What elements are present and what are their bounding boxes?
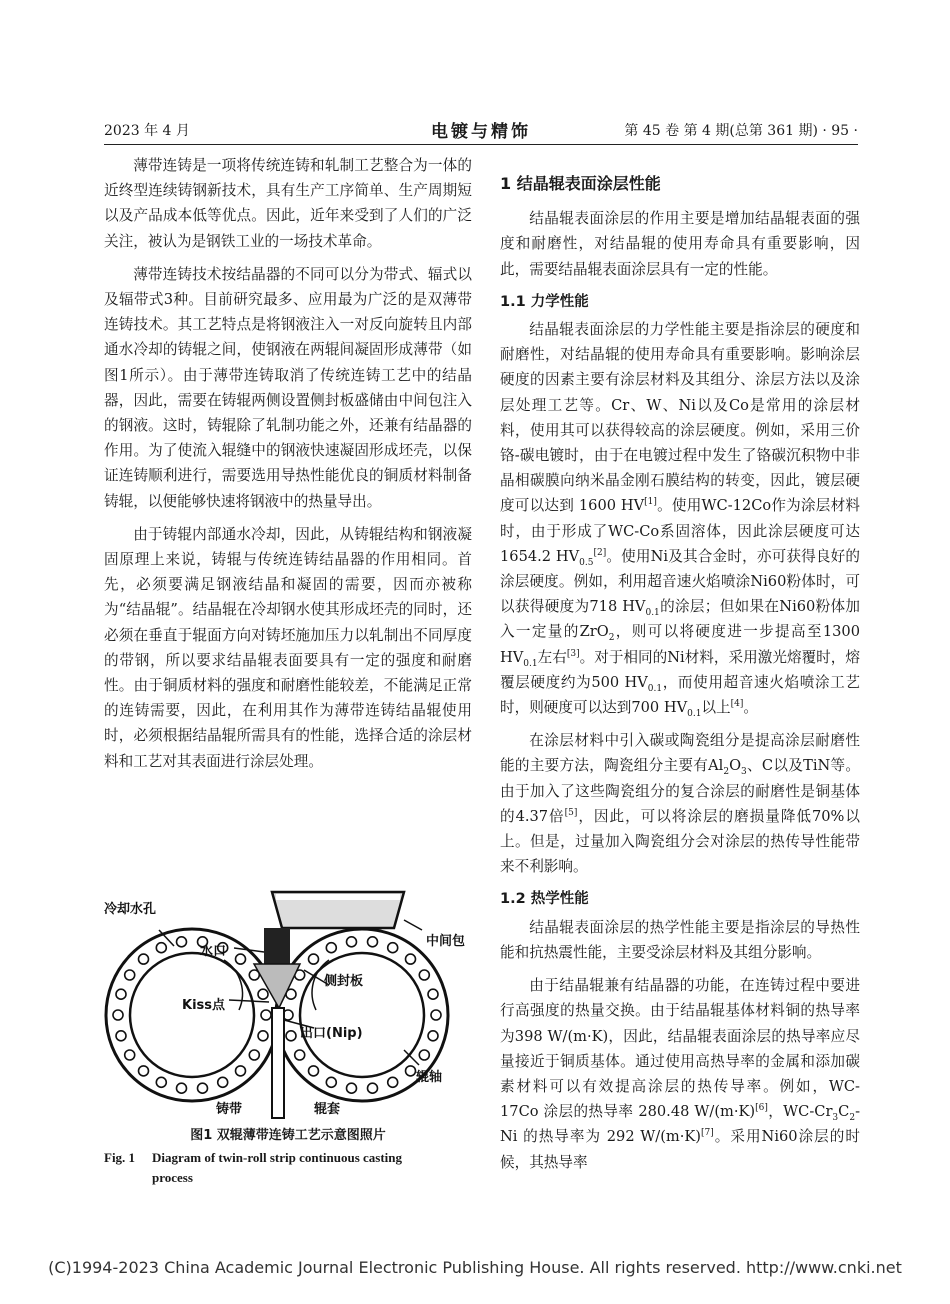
cooling-hole [177, 937, 187, 947]
cooling-hole [388, 1077, 398, 1087]
issue-date: 2023 年 4 月 [104, 123, 190, 139]
cooling-hole [236, 954, 246, 964]
figure-caption-en-line1: Diagram of twin-roll strip continuous casting [152, 1150, 403, 1165]
label-side-dam: 侧封板 [324, 974, 364, 989]
cooling-hole [428, 1031, 438, 1041]
label-tundish: 中间包 [426, 934, 466, 949]
cooling-hole [347, 1083, 357, 1093]
journal-title: 电镀与精饰 [431, 122, 531, 142]
label-cooling-hole: 冷却水孔 [104, 902, 157, 917]
cooling-hole [406, 954, 416, 964]
running-header [104, 116, 858, 145]
cooling-hole [139, 1066, 149, 1076]
cooling-hole [326, 1077, 336, 1087]
cooling-hole [113, 1010, 123, 1020]
paragraph: 在涂层材料中引入碳或陶瓷组分是提高涂层耐磨性能的主要方法，陶瓷组分主要有$Al_2O_3$、C以及TiN等。由于加入了这些陶瓷组分的复合涂层的耐磨性是铜基体的4.37倍[5]，因此，可以将涂层的磨损量降低70%以上。但是，过量加入陶瓷组分会对涂层的热传导性能带来不利影响。 [500, 732, 860, 876]
cooling-hole [428, 989, 438, 999]
cooling-hole [388, 943, 398, 953]
cooling-hole [419, 1050, 429, 1060]
cooling-hole [431, 1010, 441, 1020]
left-column [104, 153, 472, 782]
cooling-hole [258, 1031, 268, 1041]
cooling-hole [236, 1066, 246, 1076]
section-heading: 1 结晶辊表面涂层性能 [500, 174, 661, 193]
cooling-hole [249, 1050, 259, 1060]
issue-info: 第 45 卷 第 4 期(总第 361 期) · 95 · [624, 123, 858, 139]
label-nip: 出口(Nip) [300, 1026, 363, 1041]
label-kiss-point: Kiss点 [182, 998, 226, 1013]
paragraph: 结晶辊表面涂层的力学性能主要是指涂层的硬度和耐磨性，对结晶辊的使用寿命具有重要影响。影响涂层硬度的因素主要有涂层材料及其组分、涂层方法以及涂层处理工艺等。Cr、W、Ni以及Co是常用的涂层材料，使用其可以获得较高的涂层硬度。例如，采用三价铬-碳电镀时，由于在电镀过程中发生了铬碳沉积物中非晶相碳膜向纳米晶金刚石膜结构的转变，因此，镀层硬度可以达到 1600 HV[1]。使用WC-12Co作为涂层材料时，由于形成了WC-Co系固溶体，因此涂层硬度可达1654.2 $HV_{0.5}[2]$。使用Ni及其合金时，亦可获得良好的涂层硬度。例如，利用超音速火焰喷涂Ni60粉体时，可以获得硬度为718 $HV_{0.1}$的涂层；但如果在Ni60粉体加入一定量的ZrO$_2$，则可以将硬度进一步提高至1300 $HV_{0.1}$左右[3]。对于相同的Ni材料，采用激光熔覆时，熔覆层硬度约为500 $HV_{0.1}$，而使用超音速火焰喷涂工艺时，则硬度可以达到700 $HV_{0.1}$以上[4]。 [500, 321, 861, 719]
label-strip: 铸带 [216, 1102, 243, 1117]
label-roll-shaft: 辊轴 [416, 1070, 443, 1085]
paragraph: 由于结晶辊兼有结晶器的功能，在连铸过程中要进行高强度的热量交换。由于结晶辊基体材料铜的热导率为398 W/(m·K)，因此，结晶辊表面涂层的热导率应尽量接近于铜质基体。通过使用高热导率的金属和添加碳素材料可以有效提高涂层的热传导率。例如，WC-17Co 涂层的热导率 280.48 W/(m·K)[6]，$WC-Cr_3C_2-Ni$ 的热导率为 292 W/(m·K)[7]。采用Ni60涂层的时候，其热导率 [500, 977, 860, 1171]
label-roll-sleeve: 辊套 [314, 1102, 341, 1117]
copyright-footer: (C)1994-2023 China Academic Journal Electronic Publishing House. All rights reserved. http://www.cnki.net [48, 1258, 902, 1277]
label-nozzle: 水口 [200, 944, 227, 959]
paragraph: 薄带连铸技术按结晶器的不同可以分为带式、辐式以及辐带式3种。目前研究最多、应用最为广泛的是双薄带连铸技术。其工艺特点是将钢液注入一对反向旋转且内部通水冷却的铸辊之间，使钢液在两辊间凝固形成薄带（如图1所示）。由于薄带连铸取消了传统连铸工艺中的结晶器，因此，需要在铸辊两侧设置侧封板盛储由中间包注入的钢液。这时，铸辊除了轧制功能之外，还兼有结晶器的作用。为了使流入辊缝中的钢液快速凝固形成坯壳，以保证连铸顺利进行，需要选用导热性能优良的铜质材料制备铸辊，以便能够快速将钢液中的热量导出。 [104, 265, 472, 510]
cooling-hole [156, 1077, 166, 1087]
cooling-hole [309, 954, 319, 964]
cooling-hole [156, 943, 166, 953]
cooling-hole [125, 1050, 135, 1060]
cooling-hole [218, 1077, 228, 1087]
cooling-hole [261, 1010, 271, 1020]
twin-roll-casting-diagram [104, 890, 472, 1122]
cooling-hole [368, 1083, 378, 1093]
cooling-hole [125, 970, 135, 980]
figure-caption-zh: 图1 双辊薄带连铸工艺示意图照片 [190, 1128, 386, 1143]
cooling-hole [116, 989, 126, 999]
cooling-hole [309, 1066, 319, 1076]
cast-strip [272, 1008, 284, 1118]
cooling-hole [347, 937, 357, 947]
paragraph: 薄带连铸是一项将传统连铸和轧制工艺整合为一体的近终型连续铸钢新技术，具有生产工序简单、生产周期短以及产品成本低等优点。因此，近年来受到了人们的广泛关注，被认为是钢铁工业的一场技术革命。 [104, 157, 472, 250]
figure-caption-en-label: Fig. 1 [104, 1150, 136, 1165]
cooling-hole [116, 1031, 126, 1041]
subsection-heading: 1.2 热学性能 [500, 891, 589, 908]
cooling-hole [406, 1066, 416, 1076]
cooling-hole [139, 954, 149, 964]
right-column [500, 153, 860, 1183]
figure-caption-en [104, 1148, 472, 1188]
cooling-hole [419, 970, 429, 980]
cooling-hole [295, 1050, 305, 1060]
paragraph: 由于铸辊内部通水冷却，因此，从铸辊结构和钢液凝固原理上来说，铸辊与传统连铸结晶器的作用相同。首先，必须要满足钢液结晶和凝固的需要，因而亦被称为“结晶辊”。结晶辊在冷却钢水使其形成坯壳的同时，还必须在垂直于辊面方向对铸坯施加压力以轧制出不同厚度的带钢，所以要求结晶辊表面要具有一定的强度和耐磨性。由于铜质材料的强度和耐磨性能较差，不能满足正常的连铸需要，因此，在利用其作为薄带连铸结晶辊使用时，必须根据结晶辊所需具有的性能，选择合适的涂层材料和工艺对其表面进行涂层处理。 [104, 525, 472, 770]
cooling-hole [177, 1083, 187, 1093]
paragraph: 结晶辊表面涂层的热学性能主要是指涂层的导热性能和抗热震性能，主要受涂层材料及其组分影响。 [500, 918, 860, 961]
cooling-hole [198, 1083, 208, 1093]
cooling-hole [326, 943, 336, 953]
rotation-arrow-left [224, 960, 242, 1010]
cooling-hole [258, 989, 268, 999]
cooling-hole [286, 1031, 296, 1041]
paragraph: 结晶辊表面涂层的作用主要是增加结晶辊表面的强度和耐磨性，对结晶辊的使用寿命具有重要影响，因此，需要结晶辊表面涂层具有一定的性能。 [500, 210, 860, 278]
figure-caption-en-line2: process [152, 1170, 193, 1185]
left-roll-outer [106, 929, 278, 1101]
cooling-hole [368, 937, 378, 947]
subsection-heading: 1.1 力学性能 [500, 293, 589, 310]
figure-1 [104, 890, 472, 1122]
